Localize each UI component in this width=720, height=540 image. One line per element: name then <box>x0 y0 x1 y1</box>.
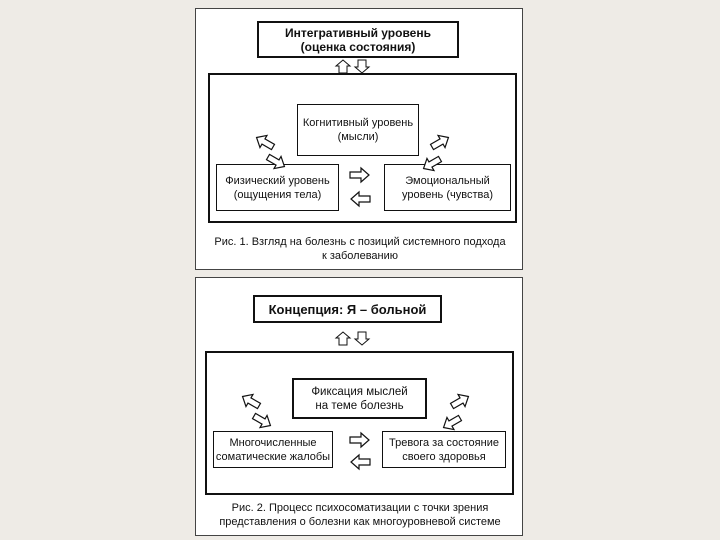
figure-2-caption: Рис. 2. Процесс психосоматизации с точки зрения представления о болезни как многоуровневой системе <box>219 502 501 528</box>
updown-arrows-1 <box>336 60 386 74</box>
figure-1-caption: Рис. 1. Взгляд на болезнь с позиций системного подхода к заболеванию <box>214 236 506 262</box>
emotional-level-box: Эмоциональный уровень (чувства) <box>384 164 511 211</box>
health-anxiety-box: Тревога за состояние своего здоровья <box>382 431 506 468</box>
diagonal-arrows-right-2 <box>440 386 480 426</box>
horizontal-arrows-2 <box>346 434 376 470</box>
diagonal-arrows-right-1 <box>420 127 460 167</box>
somatic-complaints-box: Многочисленные соматические жалобы <box>213 431 333 468</box>
concept-box: Концепция: Я – больной <box>253 295 442 323</box>
thought-fixation-box: Фиксация мыслей на теме болезнь <box>292 378 427 419</box>
integrative-level-box: Интегративный уровень (оценка состояния) <box>257 21 459 58</box>
updown-arrows-2 <box>336 332 386 346</box>
figure-2-panel <box>195 277 523 536</box>
diagonal-arrows-left-2 <box>242 386 282 426</box>
physical-level-box: Физический уровень (ощущения тела) <box>216 164 339 211</box>
horizontal-arrows-1 <box>346 169 376 209</box>
figure-1-panel <box>195 8 523 270</box>
cognitive-level-box: Когнитивный уровень (мысли) <box>297 104 419 156</box>
diagonal-arrows-left-1 <box>256 127 296 167</box>
